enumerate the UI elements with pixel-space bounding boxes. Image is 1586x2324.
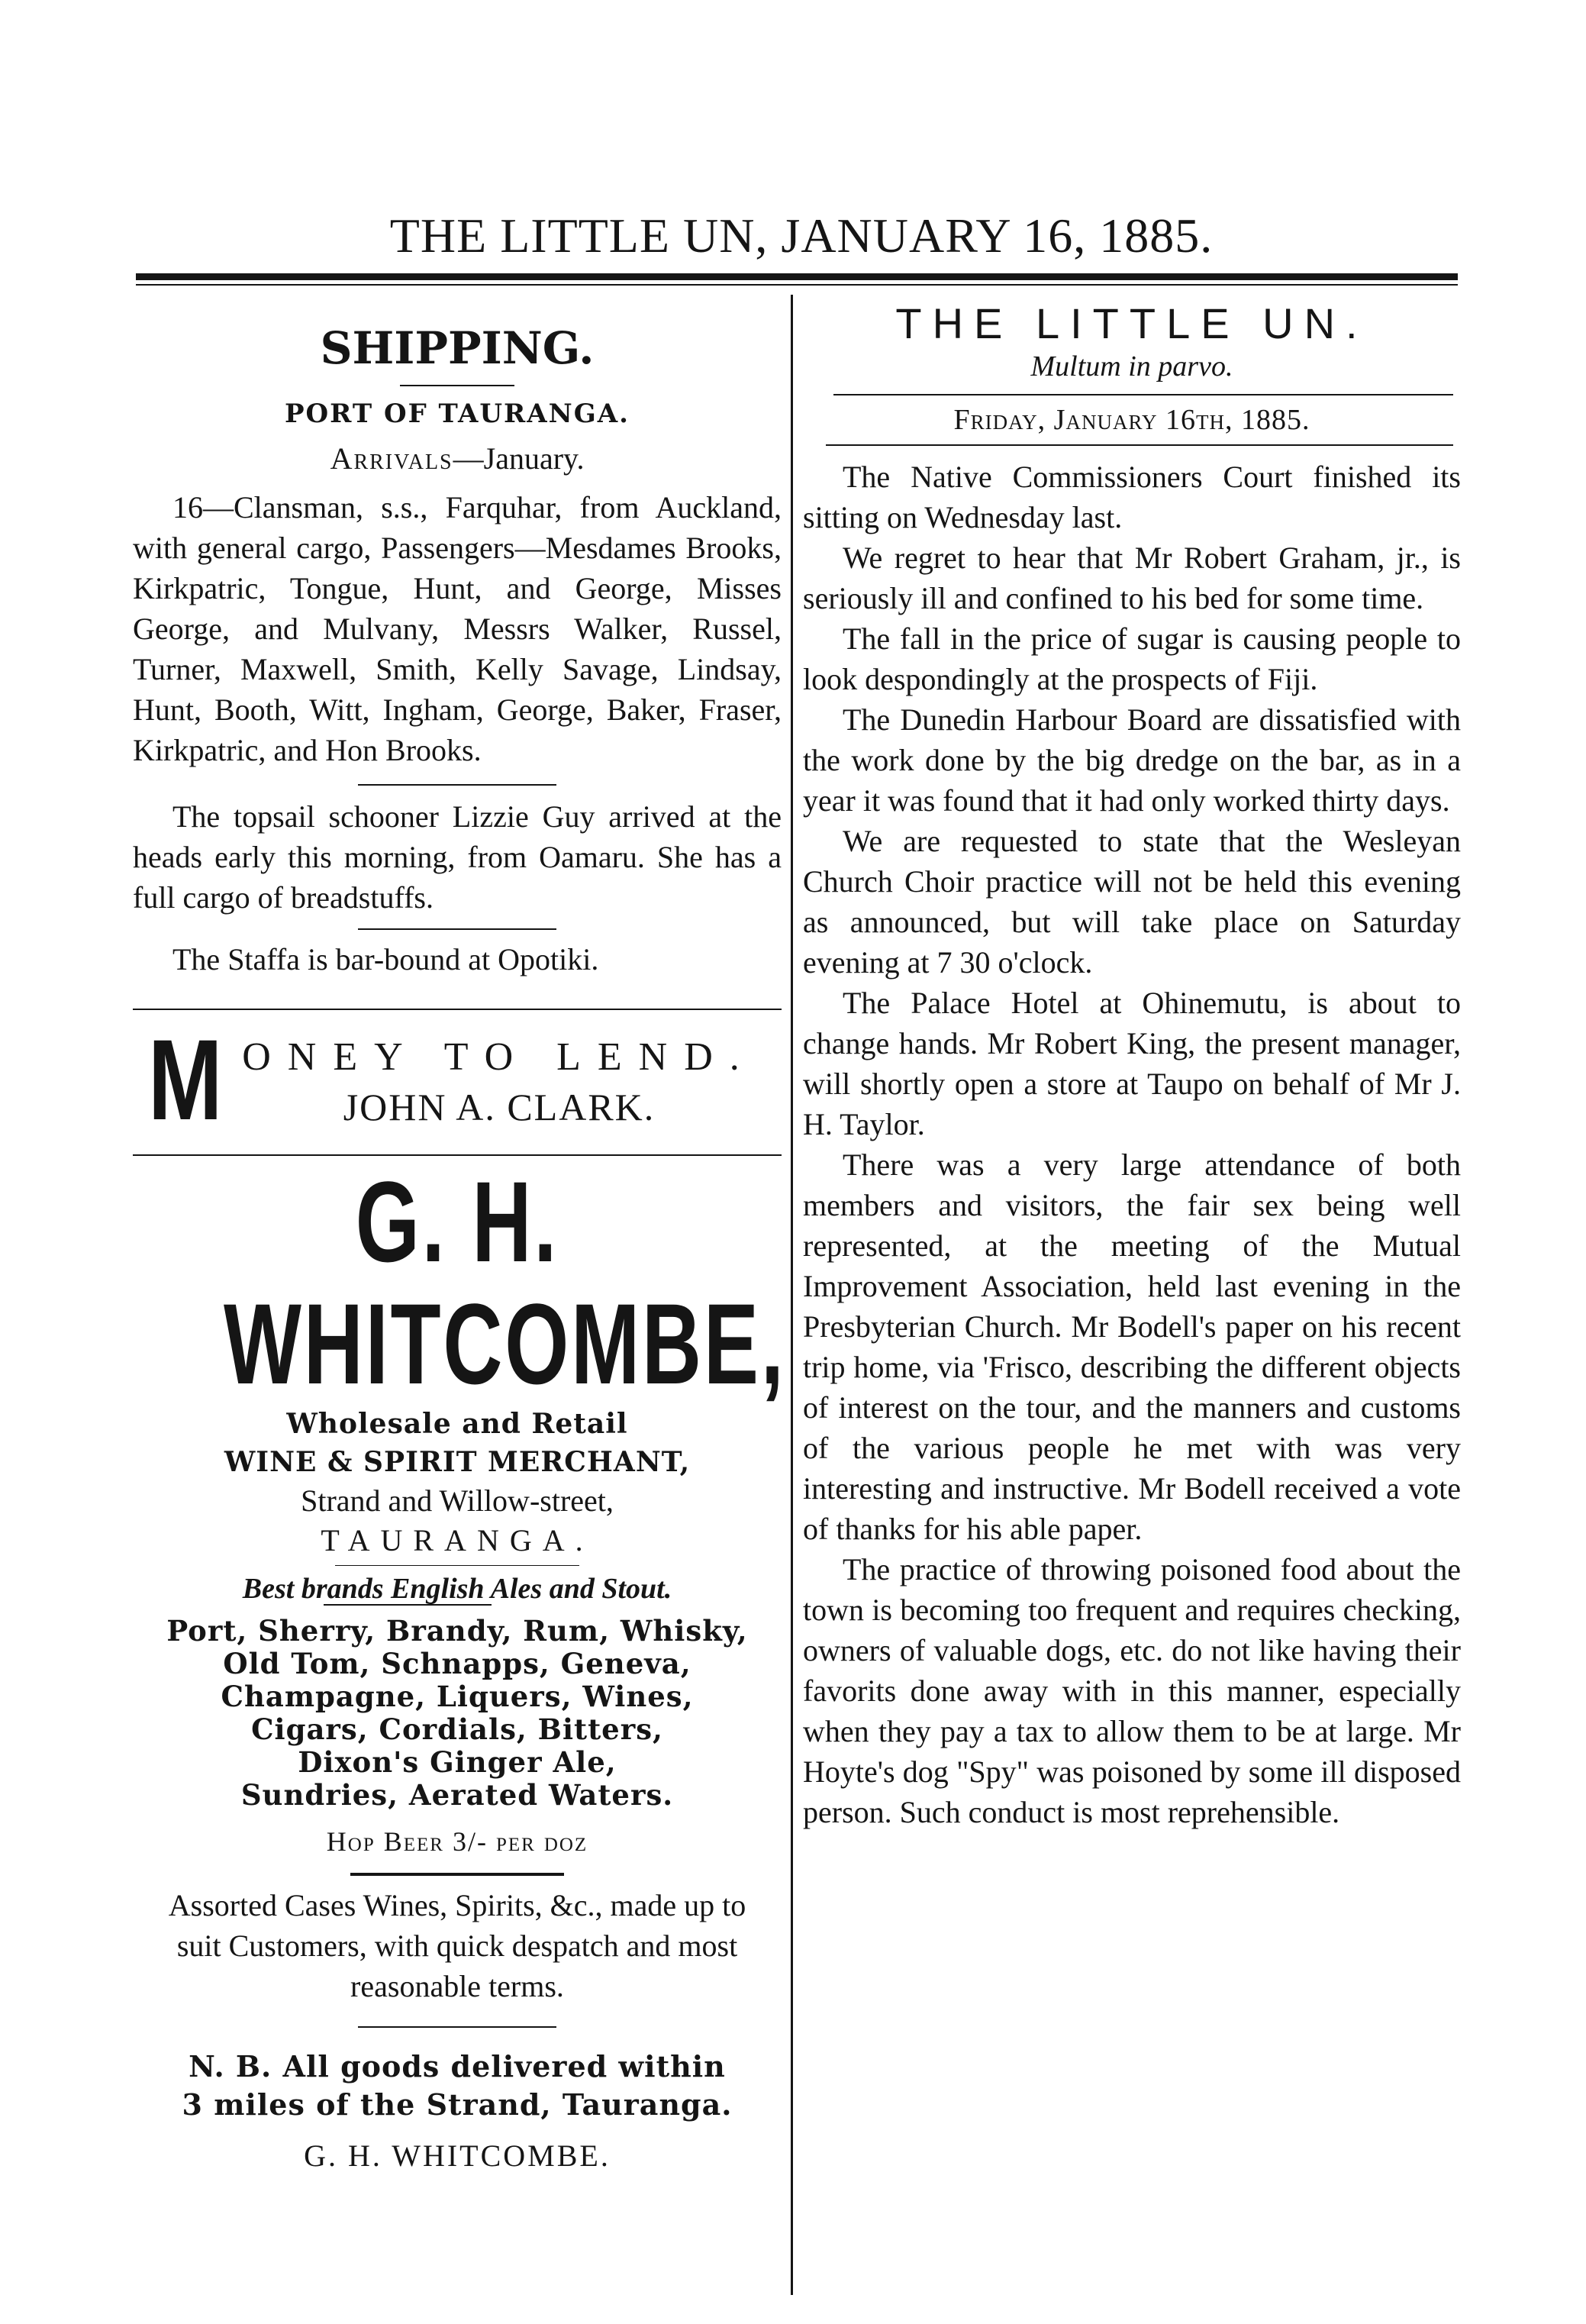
arrivals-heading (133, 437, 782, 481)
masthead-rule-thick (136, 273, 1458, 280)
masthead-rule-thin (136, 284, 1458, 286)
section-rule (133, 1009, 782, 1010)
editorial-title: THE LITTLE UN. (895, 299, 1368, 347)
editorial-date: Friday, January 16th, 1885. (953, 404, 1310, 436)
section-rule (133, 1154, 782, 1156)
schooner-notice: The topsail schooner Lizzie Guy arrived at the heads early this morning, from Oamaru. She has a full cargo of breadstuffs. (133, 799, 782, 915)
news-paragraph: The fall in the price of sugar is causing people to look despondingly at the prospects of Fiji. (803, 621, 1461, 696)
money-ad-line1: ONEY TO LEND. (242, 1035, 756, 1079)
whitcombe-line1: Wholesale and Retail (286, 1408, 628, 1440)
nb-line2: 3 miles of the Strand, Tauranga. (182, 2087, 733, 2122)
product-line: Cigars, Cordials, Bitters, (251, 1712, 663, 1746)
shipping-heading: SHIPPING. (320, 322, 595, 374)
whitcombe-town: TAURANGA. (321, 1523, 594, 1557)
money-to-lend-ad (133, 1015, 782, 1147)
news-paragraph: We are requested to state that the Wesleyan Church Choir practice will not be held this evening as announced, but will take place on Saturday evening at 7 30 o'clock. (803, 824, 1461, 980)
column-divider (791, 295, 793, 2295)
nb-line1: N. B. All goods delivered within (189, 2049, 726, 2084)
whitcombe-title: G. H. WHITCOMBE, (224, 1157, 786, 1408)
whitcombe-signature: G. H. WHITCOMBE. (304, 2138, 611, 2173)
arrivals-word: Arrivals (330, 441, 453, 476)
arrival-notice: 16—Clansman, s.s., Farquhar, from Auckland, with general cargo, Passengers—Mesdames Brooks, Kirkpatric, Tongue, Hunt, and George, Misses George, and Mulvany, Messrs Walker, Russel, Turner, Maxwell, Smith, Kelly Savage, Lindsay, Hunt, Booth, Witt, Ingham, George, Baker, Fraser, Kirkpatric, and Hon Brooks. (133, 490, 782, 767)
product-line: Old Tom, Schnapps, Geneva, (223, 1647, 691, 1680)
product-line: Champagne, Liquers, Wines, (221, 1680, 694, 1713)
section-rule (826, 444, 1453, 446)
product-line: Sundries, Aerated Waters. (240, 1778, 674, 1812)
right-column (803, 295, 1461, 1832)
news-paragraph: We regret to hear that Mr Robert Graham, jr., is seriously ill and confined to his bed for some time. (803, 541, 1461, 615)
port-heading: PORT OF TAURANGA. (284, 399, 630, 429)
arrivals-month: —January. (453, 441, 585, 476)
cases-notice: Assorted Cases Wines, Spirits, &c., made up to suit Customers, with quick despatch and most reasonable terms. (168, 1888, 746, 2003)
divider (358, 784, 556, 786)
whitcombe-line2: WINE & SPIRIT MERCHANT, (224, 1446, 691, 1478)
whitcombe-brands: Best brands English Ales and Stout. (242, 1573, 672, 1605)
divider (358, 928, 556, 930)
drop-cap-m: M (148, 1015, 223, 1144)
divider (350, 1873, 564, 1876)
page-masthead: THE LITTLE UN, JANUARY 16, 1885. (389, 208, 1214, 263)
news-paragraph: There was a very large attendance of both members and visitors, the fair sex being well represented, at the meeting of the Mutual Improvement Association, held last evening in the Presbyterian Church. Mr Bodell's paper on his recent trip home, via 'Frisco, describing the different objects of interest on the tour, and the manners and customs of the various people he met with was very interesting and instructive. Mr Bodell received a vote of thanks for his able paper. (803, 1147, 1461, 1546)
news-paragraph: The practice of throwing poisoned food about the town is becoming too frequent and requires checking, owners of valuable dogs, etc. do not like having their favorits done away with in this manner, especially when they pay a tax to allow them to be at large. Mr Hoyte's dog "Spy" was poisoned by some ill disposed person. Such conduct is most reprehensible. (803, 1552, 1461, 1829)
divider (358, 2026, 556, 2028)
divider (400, 385, 514, 386)
hop-beer-price: Hop Beer 3/- per doz (326, 1826, 588, 1857)
whitcombe-address: Strand and Willow-street, (301, 1483, 614, 1518)
left-column (133, 295, 786, 2179)
product-line: Dixon's Ginger Ale, (298, 1745, 617, 1779)
product-line: Port, Sherry, Brandy, Rum, Whisky, (166, 1614, 748, 1648)
news-paragraph: The Native Commissioners Court finished its sitting on Wednesday last. (803, 460, 1461, 534)
news-paragraph: The Palace Hotel at Ohinemutu, is about to change hands. Mr Robert King, the present manager, will shortly open a store at Taupo on behalf of Mr J. H. Taylor. (803, 986, 1461, 1141)
money-ad-name: JOHN A. CLARK. (343, 1086, 656, 1128)
editorial-motto: Multum in parvo. (1030, 350, 1233, 382)
staffa-notice: The Staffa is bar-bound at Opotiki. (172, 942, 599, 976)
news-paragraph: The Dunedin Harbour Board are dissatisfied with the work done by the big dredge on the bar, as in a year it was found that it had only worked thirty days. (803, 702, 1461, 818)
